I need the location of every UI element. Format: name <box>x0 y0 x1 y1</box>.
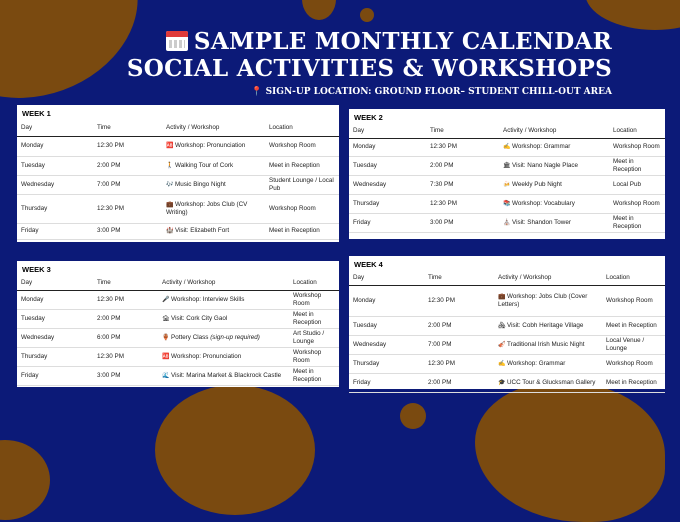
week-label: WEEK 1 <box>22 109 51 118</box>
table-header-row <box>349 124 665 138</box>
activity-label: Visit: Elizabeth Fort <box>175 227 230 234</box>
week-2-card <box>349 109 665 239</box>
week-label: WEEK 3 <box>22 265 51 274</box>
schedule-table <box>349 271 665 393</box>
schedule-table <box>17 276 339 386</box>
activity-icon: 🚶 <box>166 162 174 169</box>
decor-blob-bottom-center <box>155 385 315 515</box>
location-cell: Local Venue / Lounge <box>602 335 665 354</box>
location-cell: Workshop Room <box>289 290 339 309</box>
week-label: WEEK 2 <box>354 113 383 122</box>
header-activity: Activity / Workshop <box>162 120 265 136</box>
activity-icon: ✍ <box>498 360 506 367</box>
day-cell: Friday <box>17 366 93 385</box>
time-cell: 7:00 PM <box>424 335 494 354</box>
activity-cell <box>494 354 602 373</box>
signup-location: 📍 SIGN-UP LOCATION: GROUND FLOOR– STUDENT CHILL-OUT AREA <box>251 87 612 97</box>
day-cell: Tuesday <box>17 156 93 175</box>
day-cell: Wednesday <box>17 328 93 347</box>
title-line-2: SOCIAL ACTIVITIES & WORKSHOPS <box>126 55 612 82</box>
location-cell: Meet in Reception <box>609 156 665 175</box>
time-cell: 12:30 PM <box>426 138 499 156</box>
activity-label: Workshop: Vocabulary <box>512 199 575 207</box>
table-row <box>17 290 339 309</box>
activity-icon: 🏘 <box>498 322 506 329</box>
header-activity: Activity / Workshop <box>494 271 602 285</box>
decor-dot-bottom <box>400 403 426 429</box>
activity-icon: 🎤 <box>162 296 170 303</box>
time-cell: 2:00 PM <box>424 373 494 392</box>
table-header-row <box>17 120 339 136</box>
header-time: Time <box>93 120 162 136</box>
location-cell: Workshop Room <box>602 354 665 373</box>
week-label: WEEK 4 <box>354 260 383 269</box>
time-cell: 3:00 PM <box>93 223 162 239</box>
activity-cell <box>162 223 265 239</box>
activity-cell <box>162 175 265 194</box>
table-row <box>349 373 665 392</box>
time-cell: 2:00 PM <box>93 156 162 175</box>
activity-label: Visit: Cork City Gaol <box>171 314 228 322</box>
location-cell: Meet in Reception <box>265 223 339 239</box>
day-cell: Wednesday <box>349 175 426 194</box>
time-cell: 12:30 PM <box>426 194 499 213</box>
activity-cell <box>499 213 609 232</box>
activity-cell <box>499 156 609 175</box>
table-header-row <box>17 276 339 290</box>
table-row <box>349 175 665 194</box>
header-time: Time <box>93 276 158 290</box>
table-row <box>17 194 339 223</box>
time-cell: 7:00 PM <box>93 175 162 194</box>
activity-icon: 🏺 <box>162 334 170 341</box>
header-time: Time <box>424 271 494 285</box>
header-location: Location <box>289 276 339 290</box>
header-location: Location <box>602 271 665 285</box>
time-cell: 12:30 PM <box>424 354 494 373</box>
activity-cell <box>494 335 602 354</box>
location-cell: Workshop Room <box>265 194 339 223</box>
time-cell: 6:00 PM <box>93 328 158 347</box>
decor-blob-bottom-right <box>475 382 665 522</box>
header-day: Day <box>349 271 424 285</box>
activity-label: Traditional Irish Music Night <box>507 340 585 348</box>
table-row <box>17 309 339 328</box>
activity-icon: 🌊 <box>162 372 170 379</box>
location-cell: Meet in Reception <box>289 366 339 385</box>
activity-label: Visit: Nano Nagle Place <box>512 161 579 169</box>
table-row <box>349 285 665 316</box>
time-cell: 12:30 PM <box>93 194 162 223</box>
day-cell: Tuesday <box>17 309 93 328</box>
table-row <box>17 328 339 347</box>
activity-label: Pottery Class <box>171 333 209 341</box>
header-day: Day <box>17 120 93 136</box>
activity-icon: ✍ <box>503 144 511 150</box>
table-row <box>349 316 665 335</box>
time-cell: 12:30 PM <box>424 285 494 316</box>
activity-cell <box>158 328 289 347</box>
activity-icon: 🎓 <box>498 379 506 386</box>
table-header-row <box>349 271 665 285</box>
header-time: Time <box>426 124 499 138</box>
location-cell: Meet in Reception <box>602 373 665 392</box>
table-row <box>349 213 665 232</box>
table-row <box>349 194 665 213</box>
header-activity: Activity / Workshop <box>158 276 289 290</box>
activity-cell <box>158 290 289 309</box>
activity-cell <box>162 194 265 223</box>
time-cell: 7:30 PM <box>426 175 499 194</box>
day-cell: Friday <box>17 223 93 239</box>
day-cell: Thursday <box>349 194 426 213</box>
table-row <box>349 335 665 354</box>
week-4-card <box>349 256 665 389</box>
activity-cell <box>158 309 289 328</box>
decor-blob-bottom-left <box>0 440 50 520</box>
activity-cell <box>162 136 265 156</box>
activity-label: Workshop: Jobs Club (CV Writing) <box>166 200 248 216</box>
day-cell: Tuesday <box>349 156 426 175</box>
time-cell: 2:00 PM <box>424 316 494 335</box>
header-location: Location <box>609 124 665 138</box>
location-cell: Meet in Reception <box>265 156 339 175</box>
activity-icon: 🍻 <box>503 181 511 188</box>
day-cell: Monday <box>349 138 426 156</box>
activity-label: Workshop: Pronunciation <box>175 142 246 149</box>
activity-cell <box>499 194 609 213</box>
activity-cell <box>494 316 602 335</box>
page-header <box>127 28 612 97</box>
table-row <box>349 138 665 156</box>
activity-cell <box>158 347 289 366</box>
day-cell: Monday <box>17 290 93 309</box>
activity-icon: 🎶 <box>166 181 174 188</box>
day-cell: Wednesday <box>17 175 93 194</box>
schedule-table <box>349 124 665 233</box>
table-row <box>17 223 339 239</box>
day-cell: Thursday <box>349 354 424 373</box>
day-cell: Thursday <box>17 347 93 366</box>
table-row <box>349 354 665 373</box>
time-cell: 3:00 PM <box>93 366 158 385</box>
week-3-card <box>17 261 339 387</box>
activity-cell <box>494 285 602 316</box>
day-cell: Friday <box>349 373 424 392</box>
calendar-icon <box>166 31 188 51</box>
activity-label: Workshop: Pronunciation <box>171 352 242 360</box>
activity-cell <box>499 138 609 156</box>
activity-label: Visit: Cobh Heritage Village <box>507 321 584 329</box>
table-row <box>349 156 665 175</box>
location-cell: Workshop Room <box>289 347 339 366</box>
table-row <box>17 136 339 156</box>
activity-label: Workshop: Grammar <box>512 143 571 150</box>
location-cell: Workshop Room <box>609 138 665 156</box>
table-row <box>17 156 339 175</box>
activity-note: (sign-up required) <box>210 333 260 341</box>
location-cell: Meet in Reception <box>609 213 665 232</box>
location-cell: Art Studio / Lounge <box>289 328 339 347</box>
activity-label: Walking Tour of Cork <box>175 161 234 169</box>
table-row <box>17 366 339 385</box>
activity-icon: 💼 <box>498 293 506 300</box>
location-cell: Student Lounge / Local Pub <box>265 175 339 194</box>
activity-label: Weekly Pub Night <box>512 180 562 188</box>
header-day: Day <box>17 276 93 290</box>
week-1-card <box>17 105 339 242</box>
decor-blob-top-right <box>585 0 680 30</box>
time-cell: 12:30 PM <box>93 290 158 309</box>
activity-icon: 🏛 <box>503 162 511 169</box>
header-location: Location <box>265 120 339 136</box>
day-cell: Wednesday <box>349 335 424 354</box>
location-pin-icon: 📍 <box>251 87 263 97</box>
activity-icon: 🏚 <box>162 315 170 322</box>
location-cell: Workshop Room <box>609 194 665 213</box>
activity-label: Visit: Shandon Tower <box>512 218 571 226</box>
activity-icon: 🆎 <box>166 143 174 149</box>
time-cell: 2:00 PM <box>426 156 499 175</box>
day-cell: Monday <box>349 285 424 316</box>
time-cell: 3:00 PM <box>426 213 499 232</box>
table-row <box>17 347 339 366</box>
activity-label: Visit: Marina Market & Blackrock Castle <box>171 371 282 379</box>
activity-label: Workshop: Jobs Club (Cover Letters) <box>498 292 588 308</box>
activity-cell <box>158 366 289 385</box>
decor-dot-top <box>360 8 374 22</box>
activity-cell <box>494 373 602 392</box>
activity-label: Workshop: Grammar <box>507 359 566 367</box>
time-cell: 12:30 PM <box>93 136 162 156</box>
activity-label: UCC Tour & Glucksman Gallery <box>507 378 596 386</box>
activity-icon: 📚 <box>503 200 511 207</box>
activity-cell <box>499 175 609 194</box>
day-cell: Friday <box>349 213 426 232</box>
activity-label: Workshop: Interview Skills <box>171 295 245 303</box>
time-cell: 12:30 PM <box>93 347 158 366</box>
activity-icon: 💼 <box>166 201 174 208</box>
location-cell: Workshop Room <box>602 285 665 316</box>
location-cell: Local Pub <box>609 175 665 194</box>
schedule-table <box>17 120 339 240</box>
header-day: Day <box>349 124 426 138</box>
day-cell: Monday <box>17 136 93 156</box>
activity-label: Music Bingo Night <box>175 180 226 188</box>
activity-icon: 🆎 <box>162 353 170 360</box>
activity-icon: ⛪ <box>503 219 511 226</box>
time-cell: 2:00 PM <box>93 309 158 328</box>
activity-icon: 🏰 <box>166 228 174 234</box>
table-row <box>17 175 339 194</box>
day-cell: Tuesday <box>349 316 424 335</box>
location-cell: Workshop Room <box>265 136 339 156</box>
activity-icon: 🎻 <box>498 341 506 348</box>
day-cell: Thursday <box>17 194 93 223</box>
activity-cell <box>162 156 265 175</box>
location-cell: Meet in Reception <box>602 316 665 335</box>
decor-blob-top-center <box>302 0 336 20</box>
title-line-1: SAMPLE MONTHLY CALENDAR <box>127 28 612 55</box>
location-cell: Meet in Reception <box>289 309 339 328</box>
header-activity: Activity / Workshop <box>499 124 609 138</box>
